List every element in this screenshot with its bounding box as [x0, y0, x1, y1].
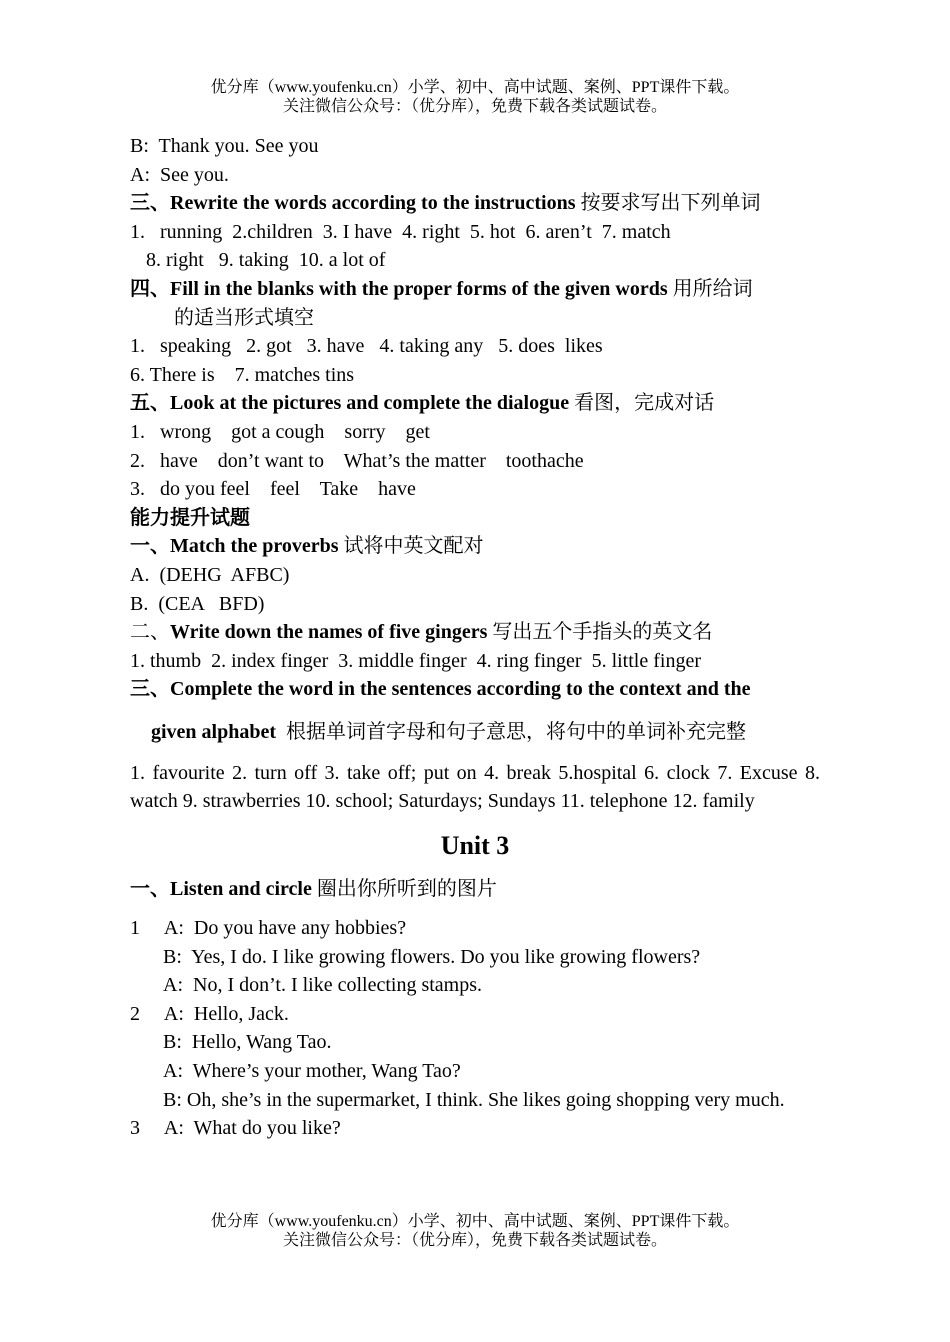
answer-line: 1. speaking 2. got 3. have 4. taking any 5. does likes: [130, 335, 603, 358]
document-body: [130, 132, 820, 1143]
answer-line: 1. wrong got a cough sorry get: [130, 420, 430, 443]
dialogue-line: B: Hello, Wang Tao.: [163, 1031, 332, 1054]
section-heading: 三、Complete the word in the sentences according to the context and the: [130, 678, 751, 701]
section-heading-cont: given alphabet 根据单词首字母和句子意思，将句中的单词补充完整: [151, 720, 747, 743]
dialogue-line: A: Where’s your mother, Wang Tao?: [163, 1060, 461, 1083]
dialogue-line: A: No, I don’t. I like collecting stamps.: [163, 974, 483, 997]
section-heading: 一、Listen and circle 圈出你所听到的图片: [130, 878, 497, 901]
section-heading-cont: 的适当形式填空: [174, 306, 314, 329]
answer-line: A. (DEHG AFBC): [130, 563, 290, 586]
section-heading: 一、Match the proverbs 试将中英文配对: [130, 535, 484, 558]
footer-line-1: 优分库（www.youfenku.cn）小学、初中、高中试题、案例、PPT课件下载。: [210, 1213, 740, 1230]
section-heading: 四、Fill in the blanks with the proper forms of the given words 用所给词: [130, 277, 753, 300]
dialogue-line: 2 A: Hello, Jack.: [130, 1002, 289, 1025]
page-footer: [0, 1212, 950, 1250]
answer-line: 1. thumb 2. index finger 3. middle finger 4. ring finger 5. little finger: [130, 649, 701, 672]
dialogue-line: B: Oh, she’s in the supermarket, I think. She likes going shopping very much.: [163, 1088, 785, 1111]
answer-line: 8. right 9. taking 10. a lot of: [146, 249, 386, 272]
section-heading: 五、Look at the pictures and complete the dialogue 看图，完成对话: [130, 392, 715, 415]
header-line-2: 关注微信公众号：（优分库），免费下载各类试题试卷。: [282, 98, 667, 115]
section-heading: 三、Rewrite the words according to the instructions 按要求写出下列单词: [130, 192, 761, 215]
answer-line: 6. There is 7. matches tins: [130, 363, 355, 386]
answer-paragraph: 1. favourite 2. turn off 3. take off; put on 4. break 5.hospital 6. clock 7. Excuse 8. watch 9. strawberries 10. school; Saturdays; Sundays 11. telephone 12. family: [130, 761, 820, 813]
page-header: [0, 78, 950, 116]
dialogue-line: 1 A: Do you have any hobbies?: [130, 917, 407, 940]
header-line-1: 优分库（www.youfenku.cn）小学、初中、高中试题、案例、PPT课件下载。: [210, 79, 740, 96]
section-heading: 二、Write down the names of five gingers 写出五个手指头的英文名: [130, 621, 713, 644]
answer-line: 3. do you feel feel Take have: [130, 478, 416, 501]
answer-line: 2. have don’t want to What’s the matter toothache: [130, 449, 584, 472]
answer-line: A: See you.: [130, 163, 229, 186]
answer-line: B: Thank you. See you: [130, 135, 319, 157]
answer-line: 1. running 2.children 3. I have 4. right 5. hot 6. aren’t 7. match: [130, 220, 671, 243]
dialogue-line: B: Yes, I do. I like growing flowers. Do you like growing flowers?: [163, 945, 701, 968]
dialogue-line: 3 A: What do you like?: [130, 1117, 341, 1140]
part-title: 能力提升试题: [130, 506, 250, 529]
footer-line-2: 关注微信公众号：（优分库），免费下载各类试题试卷。: [282, 1232, 667, 1249]
unit-title: Unit 3: [440, 831, 510, 861]
answer-line: B. (CEA BFD): [130, 592, 265, 615]
